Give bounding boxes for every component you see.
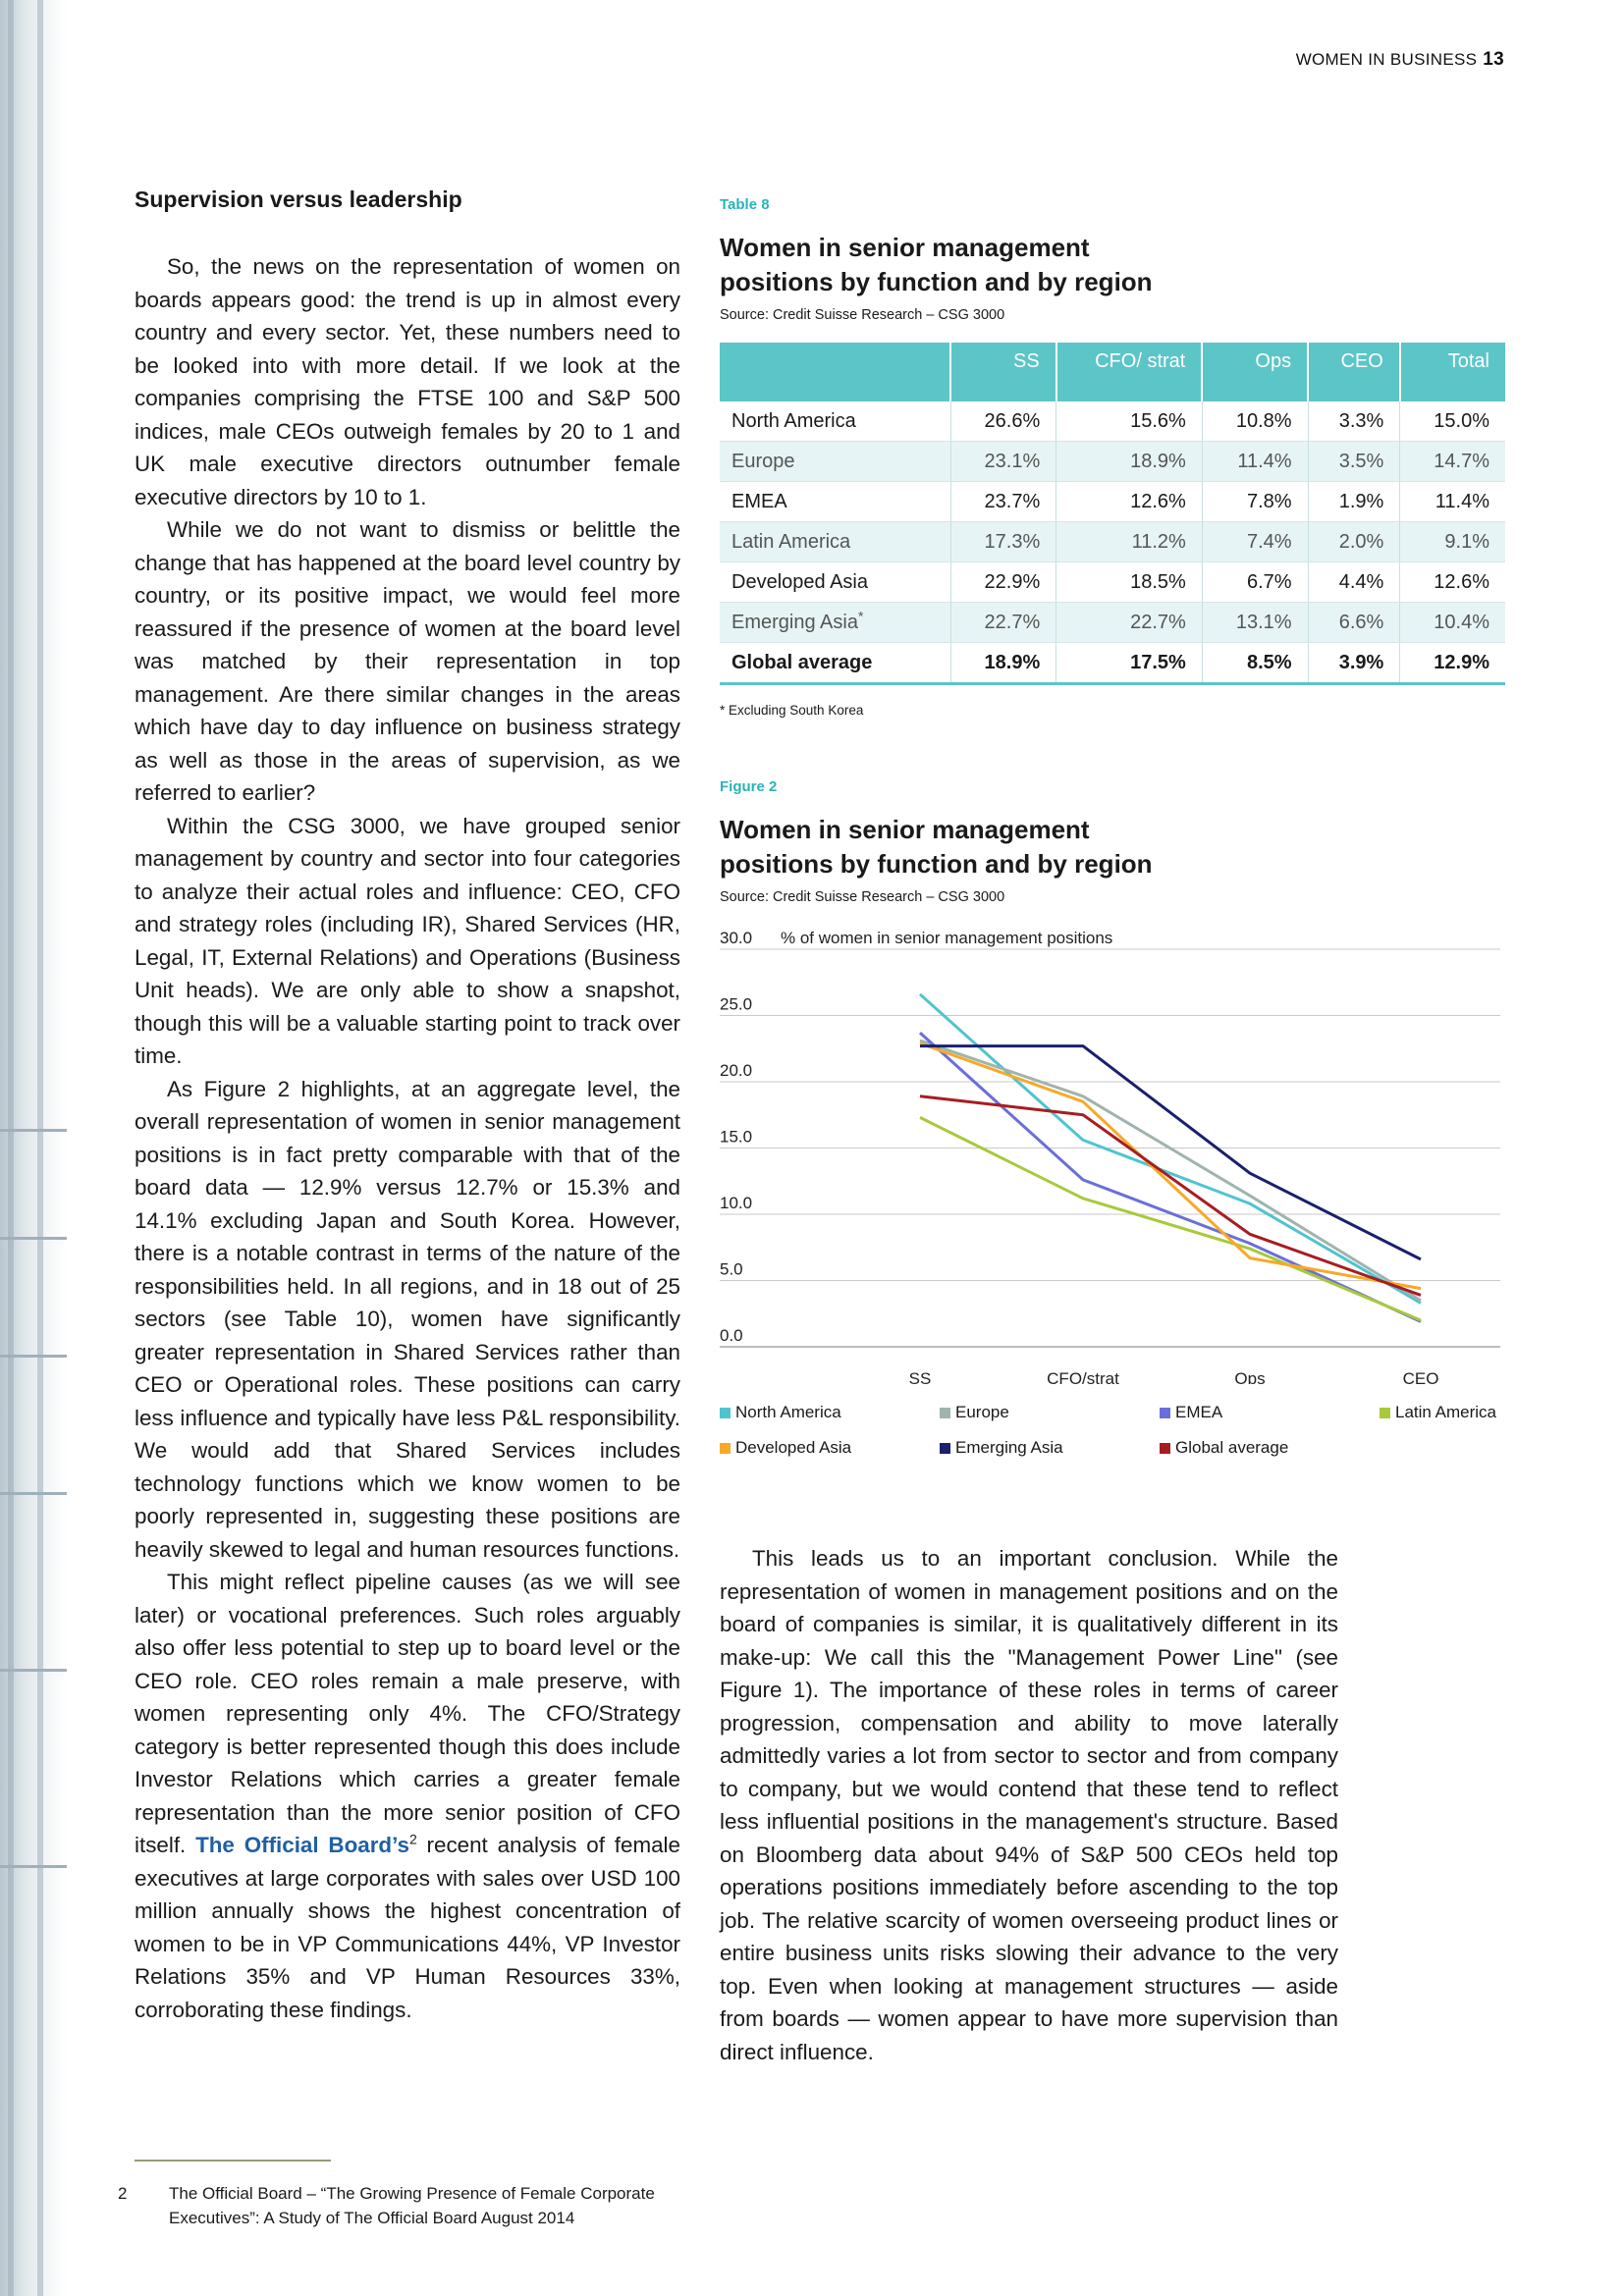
table-cell: 18.5% [1056, 562, 1203, 603]
legend-swatch [720, 1443, 731, 1454]
table-row [720, 482, 1505, 522]
table-cell: 3.9% [1308, 643, 1400, 684]
table-cell: 8.5% [1202, 643, 1308, 684]
photo-beam [0, 1355, 67, 1358]
line-chart-svg [720, 923, 1505, 1384]
table-cell: 10.8% [1202, 401, 1308, 442]
table-cell-region: Latin America [720, 522, 950, 562]
page-number: 13 [1483, 49, 1504, 70]
legend-label: EMEA [1175, 1403, 1223, 1421]
chart-legend [720, 1395, 1505, 1466]
legend-label: Europe [955, 1403, 1009, 1421]
table-cell-region: EMEA [720, 482, 950, 522]
table-cell: 17.3% [950, 522, 1056, 562]
table-cell: 7.8% [1202, 482, 1308, 522]
table-cell: 11.4% [1400, 482, 1505, 522]
table-cell-region: Global average [720, 643, 950, 684]
paragraph: So, the news on the representation of women on boards appears good: the trend is up in almost every country and every sector. Yet, these numbers need to be looked into with more detail. If we look at the companies comprising the FTSE 100 and S&P 500 indices, male CEOs outweigh females by 20 to 1 and UK male executive directors outnumber female executive directors by 10 to 1. [135, 254, 680, 509]
table-cell: 3.3% [1308, 401, 1400, 442]
table-cell: 12.6% [1056, 482, 1203, 522]
paragraph [135, 1566, 680, 2026]
table-title [720, 231, 1505, 299]
legend-swatch [720, 1408, 731, 1418]
table-cell: 18.9% [1056, 442, 1203, 482]
x-tick-label: Ops [1234, 1369, 1266, 1384]
table-cell: 14.7% [1400, 442, 1505, 482]
table-footnote: * Excluding South Korea [720, 703, 864, 718]
table-cell: 1.9% [1308, 482, 1400, 522]
footnote-divider [135, 2160, 331, 2162]
legend-label: Latin America [1395, 1403, 1496, 1421]
legend-item [1160, 1438, 1380, 1458]
paragraph-text: This might reflect pipeline causes (as we will see later) or vocational preferences. Such roles arguably also offer less potential to step up to board level or the CEO role. CEO roles remain a male preserve, with women representing only 4%. The CFO/Strategy category is better represented though this does include Investor Relations which carries a greater female representation than the more senior position of CFO itself. [135, 1570, 680, 1857]
y-tick-label: 20.0 [720, 1061, 753, 1080]
table-header-cell: Ops [1202, 343, 1308, 401]
table-cell: 4.4% [1308, 562, 1400, 603]
right-body-text [720, 1542, 1338, 2068]
paragraph: While we do not want to dismiss or belittle the change that has happened at the board level country by country, or its positive impact, we would feel more reassured if the presence of women at the board level was matched by their representation in top management. Are there similar changes in the areas which have day to day influence on business strategy as well as those in the areas of supervision, as we referred to earlier? [135, 517, 680, 805]
photo-beam [0, 1865, 67, 1868]
table-header-cell [720, 343, 950, 401]
table-header-cell: CFO/ strat [1056, 343, 1203, 401]
legend-row [720, 1395, 1505, 1430]
table-cell: 6.7% [1202, 562, 1308, 603]
figure-label: Figure 2 [720, 778, 778, 795]
table-title-line: Women in senior management [720, 233, 1090, 262]
photo-beam [0, 1492, 67, 1495]
paragraph: This leads us to an important conclusion. While the representation of women in management positions and on the board of companies is similar, it is qualitatively different in its make-up: We call this the "Management Power Line" (see Figure 1). The importance of these roles in terms of career progression, compensation and ability to move laterally admittedly varies a lot from sector to sector and from company to company, but we would contend that these tend to reflect less influential positions in the management's structure. Based on Bloomberg data about 94% of S&P 500 CEOs held top operations positions immediately before ascending to the top job. The relative scarcity of women overseeing product lines or entire business units risks slowing their advance to the very top. Even when looking at management structures — aside from boards — women appear to have more supervision than direct influence. [720, 1546, 1338, 2064]
section-heading: Supervision versus leadership [135, 187, 462, 212]
legend-item [940, 1438, 1160, 1458]
table-cell: 22.9% [950, 562, 1056, 603]
side-photo-strip [0, 0, 67, 2296]
table-cell-region: North America [720, 401, 950, 442]
table-row [720, 442, 1505, 482]
table-title-line: positions by function and by region [720, 267, 1153, 296]
y-tick-label: 10.0 [720, 1194, 753, 1212]
table-cell: 12.9% [1400, 643, 1505, 684]
legend-item [940, 1403, 1160, 1422]
x-tick-label: SS [908, 1369, 932, 1384]
table-cell: 13.1% [1202, 603, 1308, 643]
table-cell: 26.6% [950, 401, 1056, 442]
table-cell: 2.0% [1308, 522, 1400, 562]
series-line [920, 1041, 1421, 1301]
series-line [920, 1046, 1421, 1259]
legend-row [720, 1430, 1505, 1466]
region-footnote-mark: * [857, 607, 864, 623]
running-head [1296, 49, 1504, 71]
table-row [720, 603, 1505, 643]
legend-item [1380, 1403, 1505, 1422]
figure-title-line: positions by function and by region [720, 849, 1153, 879]
table-header-cell: CEO [1308, 343, 1400, 401]
table-cell: 12.6% [1400, 562, 1505, 603]
legend-label: Emerging Asia [955, 1438, 1063, 1457]
figure-title-line: Women in senior management [720, 815, 1090, 844]
figure-source: Source: Credit Suisse Research – CSG 3000 [720, 889, 1005, 905]
footnote-number: 2 [118, 2184, 128, 2203]
legend-label: North America [735, 1403, 841, 1421]
table-row [720, 401, 1505, 442]
y-tick-label: 5.0 [720, 1259, 743, 1279]
legend-item [720, 1403, 940, 1422]
table-cell: 15.6% [1056, 401, 1203, 442]
photo-post [37, 0, 43, 2296]
y-tick-label: 25.0 [720, 994, 753, 1014]
table-cell: 15.0% [1400, 401, 1505, 442]
table-header-cell: SS [950, 343, 1056, 401]
photo-beam [0, 1129, 67, 1132]
table-cell: 3.5% [1308, 442, 1400, 482]
legend-swatch [1380, 1408, 1390, 1418]
figure-block [720, 778, 1505, 1466]
y-tick-label: 30.0 [720, 929, 753, 947]
line-chart [720, 923, 1505, 1389]
table-cell: 22.7% [950, 603, 1056, 643]
footnote-text: The Official Board – “The Growing Presence of Female Corporate Executives”: A Study of The Official Board August 2014 [169, 2184, 655, 2227]
photo-beam [0, 1237, 67, 1240]
y-tick-label: 0.0 [720, 1326, 743, 1345]
legend-label: Developed Asia [735, 1438, 852, 1457]
table-header-cell: Total [1400, 343, 1505, 401]
paragraph-text: recent analysis of female executives at large corporates with sales over USD 100 million annually shows the highest concentration of women to be in VP Communications 44%, VP Investor Relations 35% and VP Human Resources 33%, corroborating these findings. [135, 1833, 680, 2022]
figure-title [720, 813, 1505, 881]
table-cell: 17.5% [1056, 643, 1203, 684]
legend-swatch [940, 1408, 950, 1418]
table-cell: 23.7% [950, 482, 1056, 522]
official-board-link[interactable]: The Official Board’s [195, 1833, 409, 1857]
table-cell: 7.4% [1202, 522, 1308, 562]
footnote [118, 2181, 687, 2230]
table-cell: 11.2% [1056, 522, 1203, 562]
paragraph: Within the CSG 3000, we have grouped senior management by country and sector into four categories to analyze their actual roles and influence: CEO, CFO and strategy roles (including IR), Shared Services (HR, Legal, IT, External Relations) and Operations (Business Unit heads). We are only able to show a snapshot, though this will be a valuable starting point to track over time. [135, 813, 680, 1068]
photo-post [8, 0, 14, 2296]
y-axis-label: % of women in senior management positions [781, 929, 1113, 947]
running-head-title: WOMEN IN BUSINESS [1295, 50, 1478, 69]
legend-item [720, 1438, 940, 1458]
table-header-row [720, 343, 1505, 401]
right-column [720, 196, 1505, 1466]
legend-swatch [1160, 1408, 1170, 1418]
legend-item [1160, 1403, 1380, 1422]
table-cell: 11.4% [1202, 442, 1308, 482]
photo-beam [0, 1669, 67, 1672]
y-tick-label: 15.0 [720, 1127, 753, 1147]
legend-swatch [1160, 1443, 1170, 1454]
table-row [720, 562, 1505, 603]
table-row-total [720, 643, 1505, 684]
table-cell: 23.1% [950, 442, 1056, 482]
legend-label: Global average [1175, 1438, 1289, 1457]
x-tick-label: CEO [1402, 1369, 1439, 1384]
table-label: Table 8 [720, 196, 770, 213]
table-cell: 6.6% [1308, 603, 1400, 643]
region-label: Emerging Asia [731, 611, 858, 633]
series-line [920, 1043, 1421, 1289]
data-table [720, 343, 1505, 685]
table-cell: 9.1% [1400, 522, 1505, 562]
legend-swatch [940, 1443, 950, 1454]
table-cell-region [720, 603, 950, 643]
table-row [720, 522, 1505, 562]
paragraph: As Figure 2 highlights, at an aggregate level, the overall representation of women in senior management positions is in fact pretty comparable with that of the board data — 12.9% versus 12.7% or 15.3% and 14.1% excluding Japan and South Korea. However, there is a notable contrast in terms of the nature of the responsibilities held. In all regions, and in 18 out of 25 sectors (see Table 10), women have significantly greater representation in Shared Services rather than CEO or Operational roles. These positions can carry less influence and typically have less P&L responsibility. We would add that Shared Services includes technology functions which we know women to be poorly represented in, suggesting these positions are heavily skewed to legal and human resources functions. [135, 1076, 680, 1562]
table-cell: 10.4% [1400, 603, 1505, 643]
footnote-ref[interactable]: 2 [408, 1831, 417, 1847]
table-source: Source: Credit Suisse Research – CSG 3000 [720, 307, 1005, 323]
table-cell: 22.7% [1056, 603, 1203, 643]
table-cell: 18.9% [950, 643, 1056, 684]
x-tick-label: CFO/strat [1047, 1369, 1119, 1384]
table-cell-region: Europe [720, 442, 950, 482]
series-line [920, 1096, 1421, 1296]
table-cell-region: Developed Asia [720, 562, 950, 603]
left-column [135, 187, 680, 2026]
left-body-text [135, 250, 680, 2026]
